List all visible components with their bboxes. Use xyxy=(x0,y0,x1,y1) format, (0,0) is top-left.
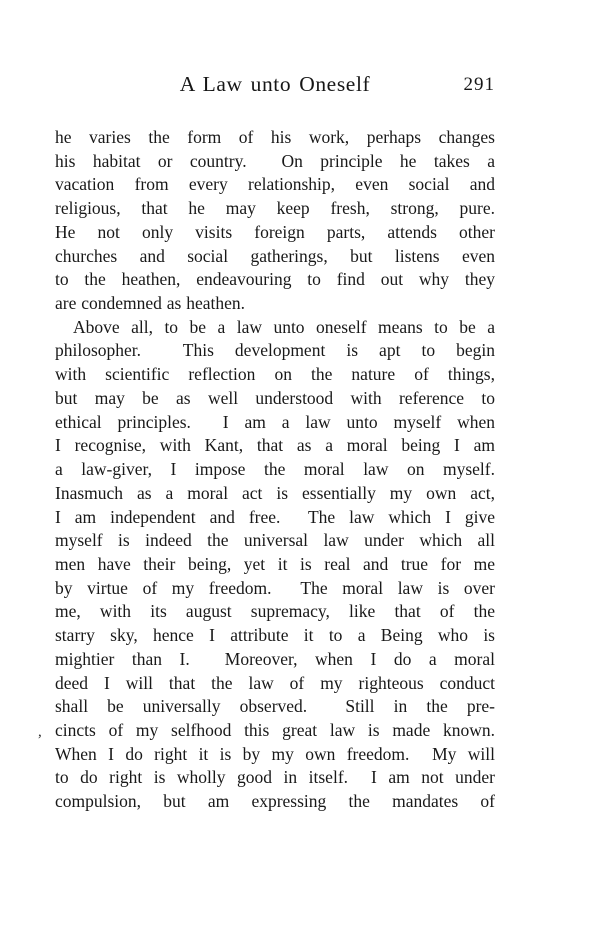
text-line: vacation from every relationship, even social and xyxy=(55,174,495,195)
text-line: but may be as well understood with reference to xyxy=(55,387,495,408)
text-line: churches and social gatherings, but listens even xyxy=(55,245,495,266)
text-line: to do right is wholly good in itself. I am not under xyxy=(55,767,495,788)
text-line: ethical principles. I am a law unto myself when xyxy=(55,411,495,432)
text-line: deed I will that the law of my righteous conduct xyxy=(55,672,495,693)
text-line: myself is indeed the universal law under which all xyxy=(55,530,495,551)
text-line: he varies the form of his work, perhaps changes xyxy=(55,127,495,147)
text-line: I recognise, with Kant, that as a moral being I am xyxy=(55,435,495,456)
page-number: 291 xyxy=(463,74,495,95)
text-line: I am independent and free. The law which I give xyxy=(55,506,495,527)
text-line: by virtue of my freedom. The moral law is over xyxy=(55,577,495,598)
text-line: a law-giver, I impose the moral law on myself. xyxy=(55,459,495,480)
running-title: A Law unto Oneself xyxy=(179,72,371,96)
text-line: compulsion, but am expressing the mandates of xyxy=(55,791,495,812)
text-line: mightier than I. Moreover, when I do a moral xyxy=(55,648,495,669)
text-line: to the heathen, endeavouring to find out why they xyxy=(55,269,495,290)
text-line: are condemned as heathen. xyxy=(55,293,246,314)
text-line: starry sky, hence I attribute it to a Being who is xyxy=(55,625,495,646)
text-line: me, with its august supremacy, like that of the xyxy=(55,601,495,622)
page-header xyxy=(55,72,495,102)
text-line: Inasmuch as a moral act is essentially my own act, xyxy=(55,482,495,503)
text-line: Above all, to be a law unto oneself means to be a xyxy=(73,316,495,337)
text-line: with scientific reflection on the nature of things, xyxy=(55,364,495,385)
text-line: cincts of my selfhood this great law is made known. xyxy=(55,719,495,740)
stray-ink-mark: , xyxy=(38,724,42,740)
body-text xyxy=(55,126,495,814)
text-line: his habitat or country. On principle he takes a xyxy=(55,150,495,171)
text-line: philosopher. This development is apt to begin xyxy=(55,340,495,361)
text-line: When I do right it is by my own freedom. My will xyxy=(55,743,495,764)
text-line: religious, that he may keep fresh, strong, pure. xyxy=(55,198,495,219)
text-line: shall be universally observed. Still in the pre- xyxy=(55,696,495,717)
text-line: men have their being, yet it is real and true for me xyxy=(55,553,495,574)
text-line: He not only visits foreign parts, attends other xyxy=(55,221,495,242)
